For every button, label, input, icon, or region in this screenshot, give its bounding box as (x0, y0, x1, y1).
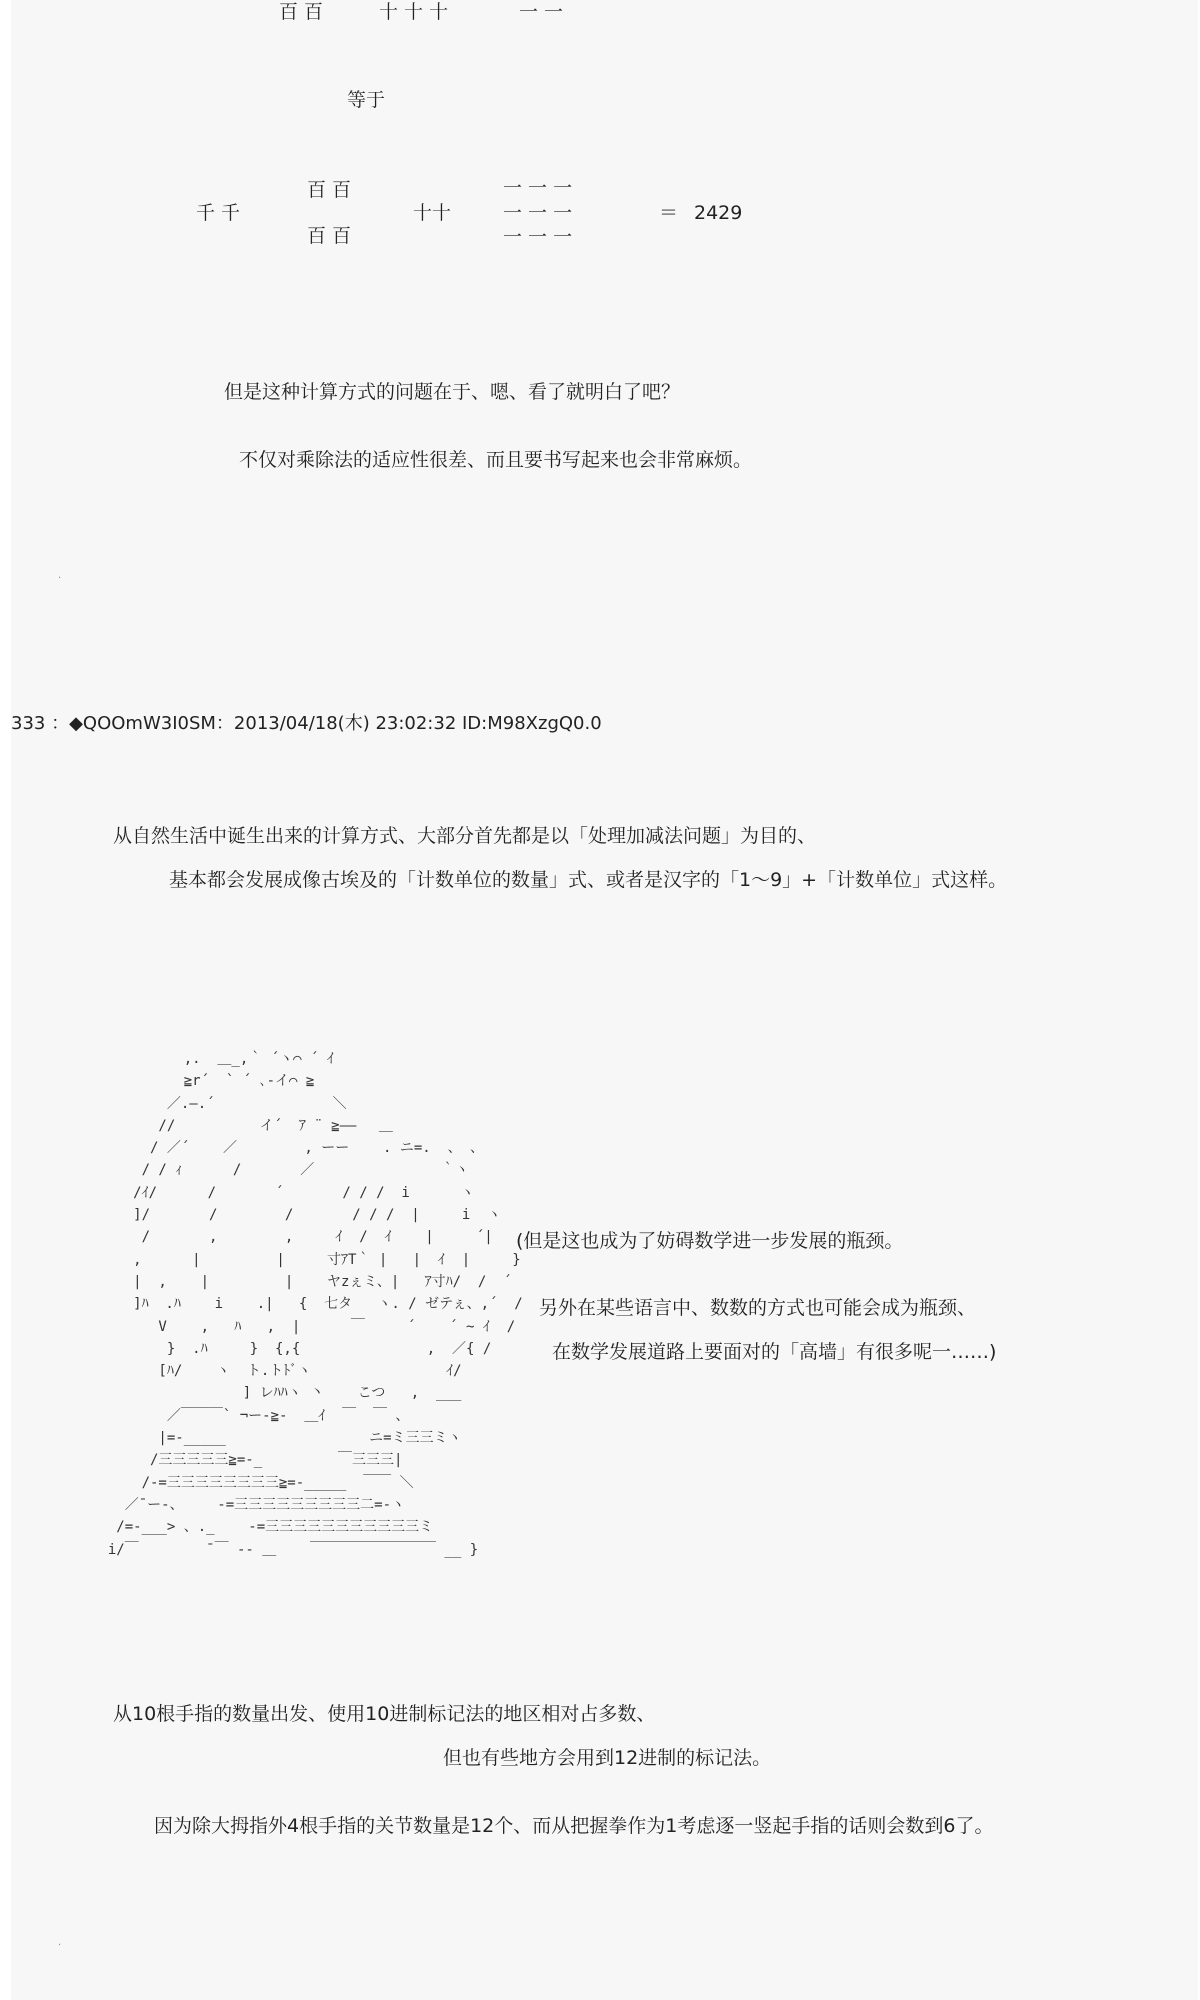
side-text-line1: (但是这也成为了妨碍数学进一步发展的瓶颈。 (516, 1230, 904, 1252)
paragraph2-line1: 从自然生活中诞生出来的计算方式、大部分首先都是以「处理加减法问题」为目的、 (113, 825, 817, 847)
math-result: 2429 (694, 202, 743, 224)
ascii-art-figure: ,. ＿_,｀ ´ヽ⌒ ´ ｲ ≧r´ ` ´ ､-イ⌒ ≧ ／.―.´ ＼ // イ´ ｱ ¨ ≧―― ＿ / ／´ ／ , ーー . ニ=. 、 、 / / ｨ / ／ ｀ヽ /ｲ/ / ´ / / / i ヽ ]/ / / / / / | i ヽ / , , ｲ / ｲ | ´| , | | 寸ｱT｀ | | ｲ | } | , | | ヤzぇミ、| ｱ寸ﾊ/ / ´ ]ﾊ .ﾊ i .| { 七タ ヽ. / ゼテぇ、,´ / V , ﾊ , | ￣ ´ ´ ~ ｲ / } .ﾊ } {,{ , ／{ / [ﾊ/ ヽ ト.トﾄﾞヽ ｲ/ ] レﾊﾊヽ 丶 こつ , ___ ／￣￣￣` ¬ー-≧- ＿ｲ ￣ ￣ 、 |=-_____ ニ=ミ三三ミヽ /三三三三三≧=-_ ￣三三三| /-=三三三三三三三三≧=-_____ ￣￣ ＼ ／¯ー-、 -=三三三三三三三三三二=-ヽ /=-___> 、._ -=三三三三三三三三三三三ミ i/￣ ¯￣ ‐- ＿ ￣￣￣￣￣￣￣￣￣ __ } (107, 1051, 523, 1558)
paragraph3-line2: 但也有些地方会用到12进制的标记法。 (443, 1747, 772, 1769)
spacer-dot: · (58, 1940, 62, 1951)
math-ones-row2a: 一 一 一 (503, 177, 573, 199)
page (11, 0, 1198, 2000)
paragraph3-line3: 因为除大拇指外4根手指的关节数量是12个、而从把握拳作为1考虑逐一竖起手指的话则会数到6了。 (154, 1815, 994, 1837)
math-hundreds-row1: 百 百 (279, 1, 324, 23)
side-text-line3: 在数学发展道路上要面对的「高墙」有很多呢一……) (552, 1341, 997, 1363)
math-ones-row2b: 一 一 一 (503, 202, 573, 224)
paragraph1-line1: 但是这种计算方式的问题在于、嗯、看了就明白了吧？ (224, 381, 681, 403)
side-text-line2: 另外在某些语言中、数数的方式也可能会成为瓶颈、 (539, 1297, 977, 1319)
math-tens-row1: 十 十 十 (379, 1, 449, 23)
spacer-dot: · (58, 573, 62, 584)
math-tens: 十十 (413, 202, 452, 224)
post-header: 333 ：◆QOOmW3I0SM：2013/04/18(木) 23:02:32 ID:M98XzgQ0.0 (11, 713, 602, 734)
paragraph2-line2: 基本都会发展成像古埃及的「计数单位的数量」式、或者是汉字的「1～9」+「计数单位」式这样。 (169, 869, 1008, 891)
paragraph3-line1: 从10根手指的数量出发、使用10进制标记法的地区相对占多数、 (113, 1703, 656, 1725)
paragraph1-line2: 不仅对乘除法的适应性很差、而且要书写起来也会非常麻烦。 (239, 449, 753, 471)
math-hundreds-top: 百 百 (307, 179, 352, 201)
math-equals-sign: ＝ (659, 202, 679, 224)
math-ones-row2c: 一 一 一 (503, 226, 573, 248)
math-hundreds-bottom: 百 百 (307, 225, 352, 247)
math-thousands: 千 千 (196, 202, 241, 224)
math-ones-row1: 一 一 (519, 1, 564, 23)
equals-label: 等于 (347, 89, 386, 111)
